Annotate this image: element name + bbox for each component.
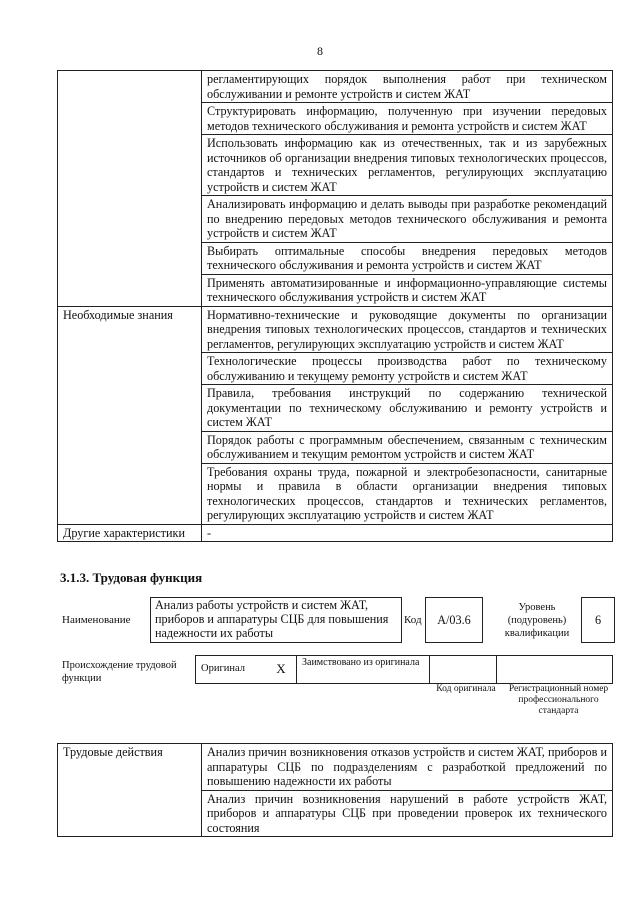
code-caption: Код оригинала [436,684,496,694]
function-name-box [150,597,402,643]
origin-table [195,655,613,684]
row-label-knowledge: Необходимые знания [58,306,202,524]
level-value: 6 [594,613,602,627]
skills-knowledge-table [57,70,613,542]
labor-actions-table [57,743,613,837]
table-cell: Анализ причин возникновения отказов устройств и систем ЖАТ, приборов и аппаратуры СЦБ по подразделениям с разработкой предложений по повышению надежности их работы [202,744,613,791]
table-cell: Технологические процессы производства работ по техническому обслуживанию и текущему ремонту устройств и систем ЖАТ [202,353,613,385]
origin-label: Происхождение трудовой функции [62,660,177,684]
name-label: Наименование [62,614,131,626]
row-label-actions: Трудовые действия [58,744,202,837]
table-cell: Правила, требования инструкций по содержанию технической документации по техническому обслуживанию и ремонту устройств и систем ЖАТ [202,385,613,432]
table-cell: Использовать информацию как из отечественных, так и из зарубежных источников об организации внедрения типовых технологических процессов, стандартов и технических регламентов, регулирующих эксплуатацию устройств и систем ЖАТ [202,135,613,196]
table-cell: Требования охраны труда, пожарной и электробезопасности, санитарные нормы и правила в области организации внедрения типовых технологических процессов, стандартов и технических регламентов, регулирующих эксплуатацию устройств и систем ЖАТ [202,463,613,524]
table-cell: Порядок работы с программным обеспечением, связанным с техническим обслуживанием и текущим ремонтом устройств и систем ЖАТ [202,431,613,463]
table-cell: Выбирать оптимальные способы внедрения передовых методов технического обслуживания и ремонта устройств и систем ЖАТ [202,242,613,274]
table-cell: регламентирующих порядок выполнения работ при техническом обслуживании и ремонте устройств и систем ЖАТ [202,71,613,103]
code-label: Код [404,614,422,626]
reg-number-cell [497,656,613,684]
row-label-other: Другие характеристики [58,524,202,542]
original-label: Оригинал [196,656,267,684]
table-cell: Применять автоматизированные и информационно-управляющие системы технического обслуживания устройств и систем ЖАТ [202,274,613,306]
function-code: А/03.6 [437,613,471,627]
table-cell: - [202,524,613,542]
borrowed-label: Заимствовано из оригинала [297,656,430,684]
function-name: Анализ работы устройств и систем ЖАТ, приборов и аппаратуры СЦБ для повышения надежности их работы [155,598,389,640]
section-title: 3.1.3. Трудовая функция [60,570,203,585]
table-cell: Анализировать информацию и делать выводы при разработке рекомендаций по внедрению передовых методов технического обслуживания и ремонта устройств и систем ЖАТ [202,196,613,243]
function-code-box [425,597,483,643]
row-label [58,71,202,307]
table-cell: Нормативно-технические и руководящие документы по организации внедрения типовых технологических процессов, стандартов и технических регламентов, регулирующих эксплуатацию устройств и систем ЖАТ [202,306,613,353]
level-label: Уровень (подуровень) квалификации [504,602,570,639]
origin-code-cell [430,656,497,684]
table-cell: Анализ причин возникновения нарушений в работе устройств ЖАТ, приборов и аппаратуры СЦБ при проведении проверок их технического состояния [202,790,613,837]
table-cell: Структурировать информацию, полученную при изучении передовых методов технического обслуживания и ремонта устройств и систем ЖАТ [202,103,613,135]
reg-caption: Регистрационный номер профессионального стандарта [508,684,609,716]
original-mark: X [266,656,297,684]
page-number: 8 [317,44,323,58]
level-box [581,597,615,643]
